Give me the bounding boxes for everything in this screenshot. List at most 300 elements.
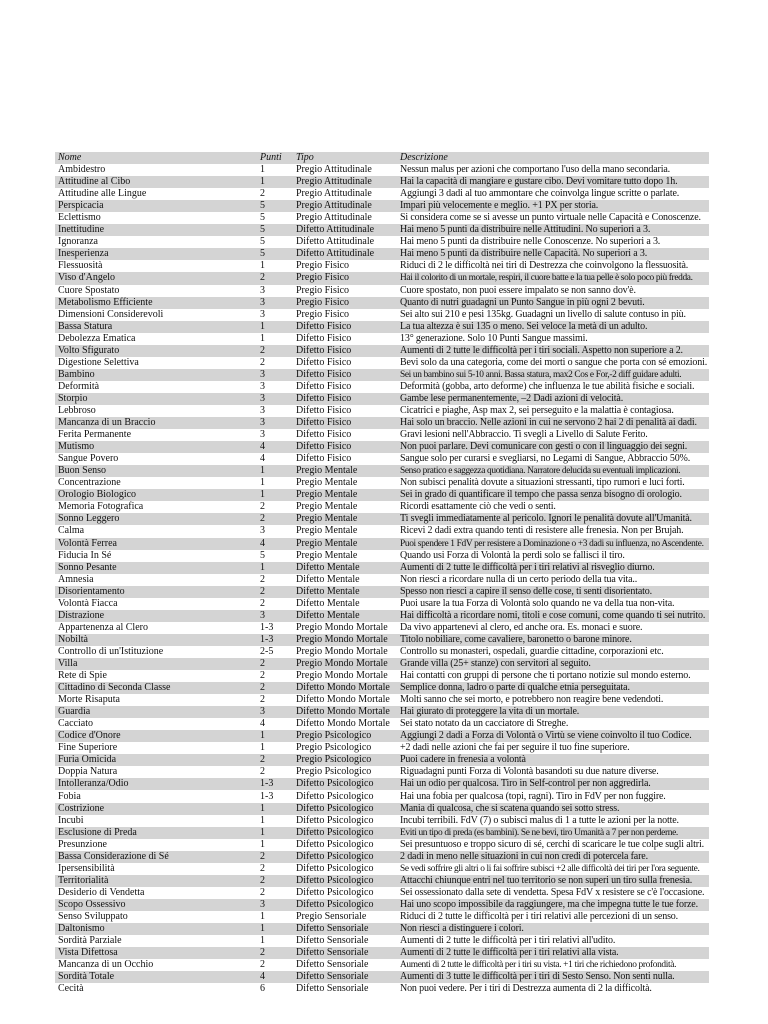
cell-punti: 3	[257, 417, 293, 429]
cell-nome: Calma	[58, 525, 85, 537]
cell-nome: Esclusione di Preda	[55, 827, 257, 839]
cell-punti: 3	[260, 525, 265, 537]
cell-tipo: Difetto Attitudinale	[293, 248, 397, 260]
cell-punti: 2	[260, 573, 265, 585]
cell-descrizione: Gambe lese permanentemente, –2 Dadi azioni di velocità.	[397, 393, 709, 405]
table-row	[55, 586, 709, 598]
cell-descrizione: Puoi spendere 1 FdV per resistere a Dominazione o +3 dadi su influenza, no Ascendente.	[397, 538, 709, 550]
cell-punti: 2	[260, 862, 265, 874]
table-row	[55, 285, 709, 297]
cell-nome: Morte Risaputa	[58, 694, 120, 706]
cell-descrizione: Aumenti di 2 tutte le difficoltà per i tiri relativi all'udito.	[400, 935, 616, 947]
cell-punti: 3	[257, 899, 293, 911]
cell-punti: 2	[257, 513, 293, 525]
cell-nome: Volto Sfigurato	[55, 345, 257, 357]
cell-descrizione: Hai meno 5 punti da distribuire nelle Attitudini. No superiori a 3.	[397, 224, 709, 236]
header-nome: Nome	[55, 152, 257, 164]
cell-tipo: Pregio Mondo Mortale	[296, 645, 388, 657]
cell-nome: Ambidestro	[58, 164, 106, 176]
cell-descrizione: Sei stato notato da un cacciatore di Streghe.	[400, 718, 569, 730]
table-row	[55, 513, 709, 525]
table-row	[55, 790, 709, 802]
table-row	[55, 236, 709, 248]
cell-tipo: Difetto Fisico	[293, 345, 397, 357]
table-row	[55, 525, 709, 537]
cell-tipo: Pregio Mondo Mortale	[293, 658, 397, 670]
cell-tipo: Difetto Sensoriale	[296, 959, 369, 971]
cell-tipo: Difetto Mentale	[293, 562, 397, 574]
table-row	[55, 212, 709, 224]
cell-descrizione: 13° generazione. Solo 10 Punti Sangue massimi.	[400, 332, 588, 344]
cell-descrizione: Ricevi 2 dadi extra quando tenti di resistere alle frenesia. Non per Brujah.	[400, 525, 684, 537]
cell-nome: Mutismo	[55, 441, 257, 453]
table-row	[55, 562, 709, 574]
cell-tipo: Pregio Mondo Mortale	[296, 670, 388, 682]
cell-punti: 1	[257, 321, 293, 333]
cell-punti: 2	[260, 356, 265, 368]
cell-descrizione: Hai meno 5 punti da distribuire nelle Conoscenze. No superiori a 3.	[400, 236, 661, 248]
cell-descrizione: Sei presuntuoso e troppo sicuro di sé, cerchi di scaricare le tue colpe sugli altri.	[400, 838, 704, 850]
cell-nome: Ipersensibilità	[58, 862, 115, 874]
cell-punti: 2	[260, 501, 265, 513]
table-row	[55, 863, 709, 875]
cell-nome: Desiderio di Vendetta	[58, 886, 145, 898]
cell-punti: 2	[257, 682, 293, 694]
cell-nome: Bassa Considerazione di Sé	[55, 851, 257, 863]
cell-nome: Distrazione	[55, 610, 257, 622]
merits-flaws-table	[55, 152, 709, 995]
table-row	[55, 839, 709, 851]
cell-punti: 4	[257, 538, 293, 550]
table-row	[55, 935, 709, 947]
cell-descrizione: Si considera come se si avesse un punto virtuale nelle Capacità e Conoscenze.	[400, 212, 701, 224]
cell-punti: 3	[257, 393, 293, 405]
cell-punti: 2	[257, 272, 293, 284]
cell-punti: 1	[260, 164, 265, 176]
cell-descrizione: Molti sanno che sei morto, e potrebbero non reagire bene vedendoti.	[400, 694, 664, 706]
cell-tipo: Difetto Fisico	[296, 356, 352, 368]
cell-nome: Lebbroso	[58, 405, 96, 416]
cell-punti: 5	[257, 200, 293, 212]
cell-tipo: Difetto Fisico	[296, 332, 352, 344]
cell-nome: Controllo di un'Istituzione	[58, 645, 164, 657]
cell-nome: Guardia	[55, 706, 257, 718]
cell-descrizione: +2 dadi nelle azioni che fai per seguire il tuo fine superiore.	[400, 742, 630, 754]
table-row	[55, 658, 709, 670]
cell-tipo: Pregio Attitudinale	[296, 212, 372, 224]
table-row	[55, 610, 709, 622]
cell-descrizione: Sei ossessionato dalla sete di vendetta. Spesa FdV x resistere se c'è l'occasione.	[400, 886, 705, 898]
cell-descrizione: 2 dadi in meno nelle situazioni in cui non credi di potercela fare.	[397, 851, 709, 863]
cell-descrizione: Puoi usare la tua Forza di Volontà solo quando ne va della tua non-vita.	[400, 597, 675, 609]
cell-punti: 1	[260, 838, 265, 850]
table-row	[55, 465, 709, 477]
cell-descrizione: Sei in grado di quantificare il tempo che passa senza bisogno di orologio.	[397, 489, 709, 501]
cell-punti: 1	[257, 803, 293, 815]
table-row	[55, 694, 709, 706]
cell-descrizione: Impari più velocemente e meglio. +1 PX per storia.	[397, 200, 709, 212]
cell-tipo: Difetto Sensoriale	[293, 923, 397, 935]
cell-tipo: Difetto Psicologico	[293, 827, 397, 839]
cell-tipo: Pregio Mentale	[293, 538, 397, 550]
cell-descrizione: Incubi terribili. FdV (7) o subisci malus di 1 a tutte le azioni per la notte.	[400, 814, 679, 826]
cell-tipo: Difetto Fisico	[296, 429, 352, 441]
table-row	[55, 622, 709, 634]
cell-punti: 5	[260, 549, 265, 561]
cell-tipo: Difetto Psicologico	[293, 778, 397, 790]
table-row	[55, 670, 709, 682]
cell-tipo: Difetto Fisico	[293, 369, 397, 381]
cell-tipo: Pregio Sensoriale	[296, 910, 367, 922]
cell-punti: 3	[260, 308, 265, 320]
cell-descrizione: Deformità (gobba, arto deforme) che influenza le tue abilità fisiche e sociali.	[400, 380, 695, 392]
cell-nome: Metabolismo Efficiente	[55, 297, 257, 309]
cell-punti: 1	[257, 176, 293, 188]
cell-nome: Bambino	[55, 369, 257, 381]
cell-nome: Attitudine al Cibo	[55, 176, 257, 188]
cell-nome: Cittadino di Seconda Classe	[55, 682, 257, 694]
cell-tipo: Difetto Psicologico	[296, 790, 374, 802]
cell-tipo: Difetto Psicologico	[293, 899, 397, 911]
table-row	[55, 417, 709, 429]
cell-descrizione: Non puoi vedere. Per i tiri di Destrezza aumenta di 2 la difficoltà.	[400, 983, 652, 995]
cell-nome: Incubi	[58, 814, 84, 826]
cell-nome: Senso Sviluppato	[58, 910, 128, 922]
header-punti: Punti	[257, 152, 293, 164]
table-row	[55, 176, 709, 188]
cell-tipo: Pregio Attitudinale	[296, 164, 372, 176]
cell-tipo: Pregio Fisico	[293, 297, 397, 309]
cell-punti: 2	[257, 875, 293, 887]
cell-punti: 3	[260, 380, 265, 392]
cell-punti: 5	[260, 212, 265, 224]
table-row	[55, 164, 709, 176]
cell-nome: Eclettismo	[58, 212, 101, 224]
cell-punti: 1	[260, 332, 265, 344]
table-row	[55, 297, 709, 309]
cell-nome: Ferita Permanente	[58, 429, 132, 441]
cell-nome: Mancanza di un Braccio	[55, 417, 257, 429]
cell-tipo: Pregio Mentale	[296, 501, 358, 513]
table-row	[55, 742, 709, 754]
cell-descrizione: Aumenti di 2 tutte le difficoltà per i tiri sociali. Aspetto non superiore a 2.	[397, 345, 709, 357]
cell-nome: Buon Senso	[55, 465, 257, 477]
cell-punti: 1	[257, 730, 293, 742]
cell-nome: Volontà Ferrea	[55, 538, 257, 550]
cell-descrizione: Aumenti di 3 tutte le difficoltà per i tiri di Sesto Senso. Non senti nulla.	[397, 971, 709, 983]
cell-punti: 3	[260, 284, 265, 296]
cell-nome: Cuore Spostato	[58, 284, 120, 296]
table-row	[55, 827, 709, 839]
table-row	[55, 754, 709, 766]
cell-tipo: Pregio Mentale	[293, 489, 397, 501]
cell-descrizione: Hai contatti con gruppi di persone che ti portano notizie sul mondo esterno.	[400, 670, 691, 682]
cell-punti: 6	[260, 983, 265, 995]
cell-tipo: Difetto Mondo Mortale	[296, 718, 390, 730]
table-row	[55, 851, 709, 863]
cell-punti: 2	[260, 694, 265, 706]
table-row	[55, 682, 709, 694]
cell-descrizione: Bevi solo da una categoria, come dei morti o sangue che porta con sé emozioni.	[400, 356, 708, 368]
cell-nome: Fine Superiore	[58, 742, 118, 754]
table-row	[55, 911, 709, 923]
cell-descrizione: Hai difficoltà a ricordare nomi, titoli e cose comuni, come quando ti sei nutrito.	[397, 610, 709, 622]
cell-nome: Ignoranza	[58, 236, 98, 248]
cell-descrizione: Quanto di nutri guadagni un Punto Sangue in più ogni 2 bevuti.	[397, 297, 709, 309]
cell-punti: 3	[257, 297, 293, 309]
cell-tipo: Pregio Psicologico	[293, 754, 397, 766]
cell-descrizione: Senso pratico e saggezza quotidiana. Narratore delucida su eventuali implicazioni.	[397, 465, 709, 477]
cell-nome: Presunzione	[58, 838, 107, 850]
cell-descrizione: Sei un bambino sui 5-10 anni. Bassa statura, max2 Cos e For,-2 diff guidare adulti.	[397, 369, 709, 381]
cell-descrizione: Quando usi Forza di Volontà la perdi solo se fallisci il tiro.	[400, 549, 625, 561]
cell-tipo: Difetto Psicologico	[293, 803, 397, 815]
cell-nome: Viso d'Angelo	[55, 272, 257, 284]
table-row	[55, 224, 709, 236]
table-row	[55, 260, 709, 272]
cell-nome: Amnesia	[58, 573, 94, 585]
cell-punti: 1-3	[257, 778, 293, 790]
cell-nome: Scopo Ossessivo	[55, 899, 257, 911]
cell-tipo: Difetto Fisico	[293, 417, 397, 429]
cell-tipo: Pregio Mentale	[296, 549, 358, 561]
cell-punti: 1	[260, 814, 265, 826]
cell-tipo: Difetto Fisico	[296, 405, 352, 416]
cell-descrizione: Non riesci a distinguere i colori.	[397, 923, 709, 935]
cell-tipo: Difetto Sensoriale	[293, 947, 397, 959]
table-row	[55, 453, 709, 465]
cell-descrizione: Cicatrici e piaghe, Asp max 2, sei perseguito e la malattia è contagiosa.	[400, 405, 674, 416]
cell-nome: Territorialità	[55, 875, 257, 887]
cell-tipo: Difetto Attitudinale	[296, 236, 375, 248]
table-row	[55, 200, 709, 212]
cell-tipo: Pregio Fisico	[296, 260, 350, 272]
cell-tipo: Pregio Psicologico	[293, 730, 397, 742]
cell-tipo: Difetto Fisico	[293, 441, 397, 453]
cell-tipo: Pregio Attitudinale	[296, 188, 372, 200]
cell-descrizione: Hai uno scopo impossibile da raggiungere, ma che impegna tutte le tue forze.	[397, 899, 709, 911]
cell-nome: Concentrazione	[58, 477, 121, 489]
table-row	[55, 803, 709, 815]
cell-tipo: Difetto Psicologico	[293, 851, 397, 863]
cell-tipo: Pregio Fisico	[293, 272, 397, 284]
cell-tipo: Difetto Mentale	[296, 597, 360, 609]
cell-tipo: Difetto Fisico	[296, 453, 352, 465]
cell-descrizione: Non riesci a ricordare nulla di un certo periodo della tua vita..	[400, 573, 638, 585]
cell-nome: Disorientamento	[55, 586, 257, 598]
table-body	[55, 164, 709, 995]
cell-descrizione: Aumenti di 2 tutte le difficoltà per i tiri su vista. +1 tiri che richiedono profondità.	[400, 960, 677, 971]
cell-punti: 1	[260, 742, 265, 754]
cell-punti: 5	[257, 248, 293, 260]
table-row	[55, 875, 709, 887]
cell-punti: 2	[257, 851, 293, 863]
cell-nome: Mancanza di un Occhio	[58, 959, 154, 971]
table-row	[55, 815, 709, 827]
cell-punti: 4	[260, 453, 265, 465]
cell-tipo: Difetto Attitudinale	[293, 224, 397, 236]
cell-tipo: Difetto Psicologico	[296, 886, 374, 898]
cell-tipo: Difetto Mentale	[296, 573, 360, 585]
cell-nome: Storpio	[55, 393, 257, 405]
cell-punti: 1	[260, 477, 265, 489]
cell-descrizione: Puoi cadere in frenesia a volontà	[397, 754, 709, 766]
cell-descrizione: Hai la capacità di mangiare e gustare cibo. Devi vomitare tutto dopo 1h.	[397, 176, 709, 188]
cell-punti: 2	[257, 658, 293, 670]
header-tipo: Tipo	[293, 152, 397, 164]
cell-descrizione: Aggiungi 3 dadi al tuo ammontare che coinvolga lingue scritte o parlate.	[400, 188, 680, 200]
cell-tipo: Difetto Fisico	[293, 393, 397, 405]
cell-nome: Sordità Parziale	[58, 935, 122, 947]
cell-tipo: Difetto Psicologico	[296, 838, 374, 850]
table-row	[55, 971, 709, 983]
cell-nome: Codice d'Onore	[55, 730, 257, 742]
cell-tipo: Difetto Fisico	[296, 380, 352, 392]
table-row	[55, 405, 709, 417]
cell-punti: 5	[257, 224, 293, 236]
cell-nome: Daltonismo	[55, 923, 257, 935]
cell-tipo: Difetto Mentale	[293, 586, 397, 598]
table-row	[55, 477, 709, 489]
cell-nome: Memoria Fotografica	[58, 501, 144, 513]
table-row	[55, 730, 709, 742]
table-row	[55, 501, 709, 513]
cell-punti: 1	[257, 562, 293, 574]
cell-descrizione: Hai il colorito di un mortale, respiri, il cuore batte e la tua pelle è solo poco più fredda.	[397, 272, 709, 284]
cell-nome: Attitudine alle Lingue	[58, 188, 147, 200]
cell-nome: Fobia	[58, 790, 81, 802]
cell-nome: Sangue Povero	[58, 453, 119, 465]
cell-descrizione: Aumenti di 2 tutte le difficoltà per i tiri relativi al risveglio diurno.	[397, 562, 709, 574]
cell-tipo: Difetto Mentale	[293, 610, 397, 622]
table-row	[55, 369, 709, 381]
table-row	[55, 381, 709, 393]
cell-descrizione: Hai solo un braccio. Nelle azioni in cui ne servono 2 hai 2 di penalità ai dadi.	[397, 417, 709, 429]
cell-descrizione: Gravi lesioni nell'Abbraccio. Ti svegli a Livello di Salute Ferito.	[400, 429, 648, 441]
cell-punti: 3	[257, 706, 293, 718]
cell-tipo: Pregio Psicologico	[296, 766, 372, 778]
table-row	[55, 947, 709, 959]
cell-nome: Deformità	[58, 380, 100, 392]
cell-nome: Orologio Biologico	[55, 489, 257, 501]
cell-punti: 3	[257, 369, 293, 381]
table-row	[55, 321, 709, 333]
table-row	[55, 899, 709, 911]
cell-punti: 3	[257, 610, 293, 622]
table-row	[55, 887, 709, 899]
table-row	[55, 634, 709, 646]
cell-descrizione: Non puoi parlare. Devi comunicare con gesti o con il linguaggio dei segni.	[397, 441, 709, 453]
cell-nome: Cecità	[58, 983, 84, 995]
cell-nome: Intolleranza/Odio	[55, 778, 257, 790]
cell-punti: 2	[257, 754, 293, 766]
cell-nome: Debolezza Ematica	[58, 332, 136, 344]
cell-nome: Villa	[55, 658, 257, 670]
cell-tipo: Pregio Attitudinale	[293, 176, 397, 188]
table-row	[55, 489, 709, 501]
cell-nome: Inettitudine	[55, 224, 257, 236]
cell-tipo: Pregio Fisico	[296, 308, 350, 320]
cell-tipo: Pregio Mondo Mortale	[293, 634, 397, 646]
cell-tipo: Pregio Psicologico	[296, 742, 372, 754]
cell-descrizione: Ti svegli immediatamente al pericolo. Ignori le penalità dovute all'Umanità.	[397, 513, 709, 525]
cell-tipo: Difetto Mondo Mortale	[296, 694, 390, 706]
cell-punti: 1-3	[257, 634, 293, 646]
cell-punti: 1	[260, 260, 265, 272]
cell-tipo: Difetto Psicologico	[296, 814, 374, 826]
cell-punti: 1	[257, 465, 293, 477]
cell-descrizione: Titolo nobiliare, come cavaliere, baronetto o barone minore.	[397, 634, 709, 646]
cell-descrizione: Sangue solo per curarsi e svegliarsi, no Legami di Sangue, Abbraccio 50%.	[400, 453, 691, 465]
table-row	[55, 345, 709, 357]
cell-tipo: Difetto Fisico	[293, 321, 397, 333]
table-row	[55, 309, 709, 321]
cell-nome: Sonno Leggero	[55, 513, 257, 525]
cell-punti: 2	[257, 345, 293, 357]
table-row	[55, 248, 709, 260]
table-row	[55, 959, 709, 971]
cell-descrizione: Cuore spostato, non puoi essere impalato se non sanno dov'è.	[400, 284, 636, 296]
table-row	[55, 718, 709, 730]
cell-descrizione: Nessun malus per azioni che comportano l'uso della mano secondaria.	[400, 164, 670, 176]
cell-nome: Rete di Spie	[58, 670, 107, 682]
table-row	[55, 983, 709, 995]
cell-punti: 2	[257, 947, 293, 959]
cell-descrizione: Riguadagni punti Forza di Volontà basandoti su due nature diverse.	[400, 766, 659, 778]
cell-nome: Inesperienza	[55, 248, 257, 260]
cell-tipo: Difetto Sensoriale	[296, 935, 369, 947]
cell-nome: Volontà Fiacca	[58, 597, 118, 609]
cell-punti: 1-3	[260, 790, 274, 802]
cell-punti: 2	[260, 188, 265, 200]
cell-descrizione: Riduci di 2 tutte le difficoltà per i tiri relativi alle percezioni di un senso.	[400, 910, 679, 922]
cell-punti: 2	[260, 597, 265, 609]
cell-punti: 2-5	[260, 645, 274, 657]
cell-descrizione: Semplice donna, ladro o parte di qualche etnia perseguitata.	[397, 682, 709, 694]
cell-nome: Furia Omicida	[55, 754, 257, 766]
cell-punti: 5	[260, 236, 265, 248]
cell-nome: Perspicacia	[55, 200, 257, 212]
cell-tipo: Pregio Fisico	[296, 284, 350, 296]
cell-nome: Flessuosità	[58, 260, 103, 272]
table-row	[55, 778, 709, 790]
cell-descrizione: Grande villa (25+ stanze) con servitori al seguito.	[397, 658, 709, 670]
cell-descrizione: Controllo su monasteri, ospedali, guardie cittadine, corporazioni etc.	[400, 645, 664, 657]
table-row	[55, 646, 709, 658]
cell-punti: 4	[260, 718, 265, 730]
cell-descrizione: Aggiungi 2 dadi a Forza di Volontà o Virtù se viene coinvolto il tuo Codice.	[397, 730, 709, 742]
cell-descrizione: Hai una fobia per qualcosa (topi, ragni). Tiro in FdV per non fuggire.	[400, 790, 666, 802]
cell-nome: Costrizione	[55, 803, 257, 815]
cell-nome: Doppia Natura	[58, 766, 118, 778]
cell-tipo: Pregio Mentale	[296, 525, 358, 537]
cell-tipo: Pregio Mentale	[296, 477, 358, 489]
cell-descrizione: La tua altezza è sui 135 o meno. Sei veloce la metà di un adulto.	[397, 321, 709, 333]
cell-nome: Dimensioni Considerevoli	[58, 308, 164, 320]
cell-tipo: Pregio Mentale	[293, 465, 397, 477]
cell-tipo: Difetto Sensoriale	[293, 971, 397, 983]
table-row	[55, 550, 709, 562]
table-row	[55, 272, 709, 284]
cell-nome: Fiducia In Sé	[58, 549, 112, 561]
cell-descrizione: Spesso non riesci a capire il senso delle cose, ti senti disorientato.	[397, 586, 709, 598]
cell-tipo: Pregio Attitudinale	[293, 200, 397, 212]
table-row	[55, 188, 709, 200]
table-row	[55, 393, 709, 405]
table-row	[55, 538, 709, 550]
cell-descrizione: Ricordi esattamente ciò che vedi o senti.	[400, 501, 556, 513]
header-descrizione: Descrizione	[397, 152, 709, 164]
